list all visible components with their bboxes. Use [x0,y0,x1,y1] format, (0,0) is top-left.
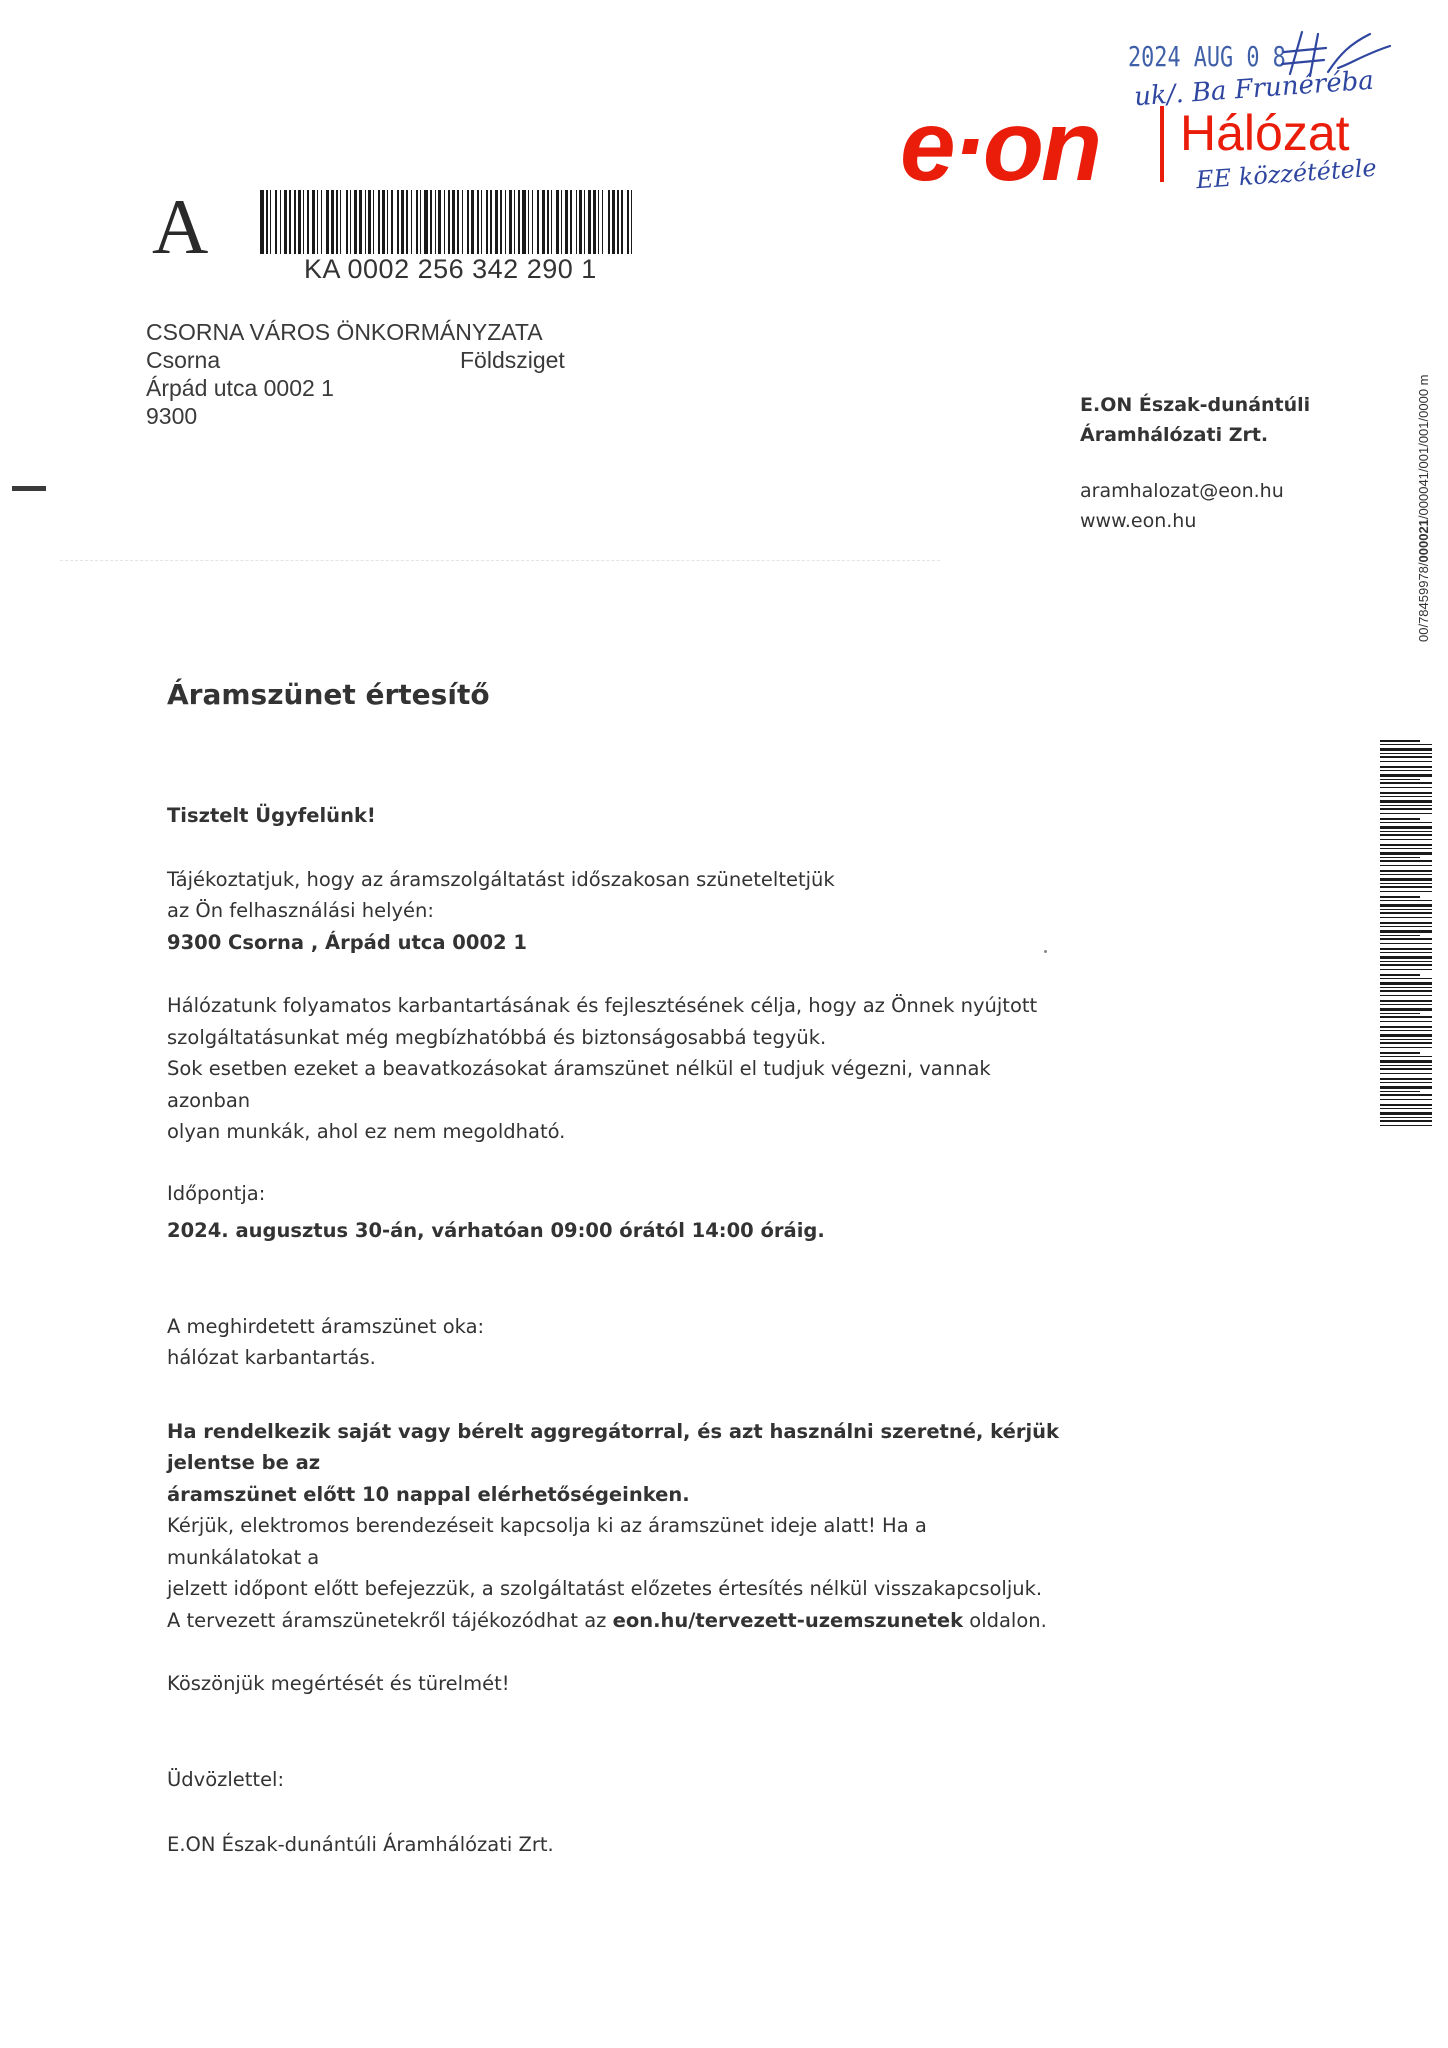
recipient-address [146,318,565,430]
recipient-district: Földsziget [460,347,565,373]
thanks: Köszönjük megértését és türelmét! [167,1672,510,1695]
mail-class-letter: A [152,183,209,270]
salutation: Tisztelt Ügyfelünk! [167,804,376,827]
handwritten-signature [1280,24,1400,94]
sender-company-line2: Áramhálózati Zrt. [1080,424,1269,446]
sender-company [1080,390,1310,450]
eon-logo-wordmark: e·on [900,90,1100,202]
side-barcode [1380,740,1432,1130]
letter-body [167,800,1067,1861]
cause-label: A meghirdetett áramszünet oka: [167,1314,485,1338]
intro-line-2: az Ön felhasználási helyén: [167,899,434,922]
barcode-number: KA 0002 256 342 290 1 [304,254,597,284]
cause-value: hálózat karbantartás. [167,1346,376,1369]
planned-outages-line: A tervezett áramszünetekről tájékozódhat az eon.hu/tervezett-uzemszunetek oldalon. [167,1608,1047,1632]
sender-website: www.eon.hu [1080,510,1197,532]
sender-contact [1080,476,1284,536]
handwritten-note-1: uk/. Ba Frunéréba [1133,65,1375,113]
generator-notice-line-1: Ha rendelkezik saját vagy bérelt aggregátorral, és azt használni szeretné, kérjük jelentse be az [167,1419,1060,1474]
logo-division: Hálózat [1180,105,1350,161]
postal-barcode [260,190,636,254]
outage-time: 2024. augusztus 30-án, várhatóan 09:00 órától 14:00 óráig. [167,1219,825,1242]
reason-line-3: Sok esetben ezeket a beavatkozásokat áramszünet nélkül el tudjuk végezni, vannak azonban [167,1057,991,1112]
time-label: Időpontja: [167,1181,266,1205]
recipient-street: Árpád utca 0002 1 [146,375,334,401]
recipient-postcode: 9300 [146,403,198,429]
devices-line-2: jelzett időpont előtt befejezzük, a szolgáltatást előzetes értesítés nélkül visszakapcsoljuk. [167,1577,1043,1600]
closing: Üdvözlettel: [167,1767,285,1791]
reason-line-1: Hálózatunk folyamatos karbantartásának és fejlesztésének célja, hogy az Önnek nyújtott [167,994,1038,1017]
logo-divider [1160,106,1164,182]
margin-mark [12,486,46,491]
fold-line [60,560,940,561]
document-tracking-code: 00/78459978/000021/000041/001/001/0000 m [1416,374,1431,642]
devices-line-1: Kérjük, elektromos berendezéseit kapcsolja ki az áramszünet ideje alatt! Ha a munkálatokat a [167,1514,927,1569]
reason-line-2: szolgáltatásunkat még megbízhatóbbá és biztonságosabbá tegyük. [167,1025,827,1049]
sender-company-line1: E.ON Észak-dunántúli [1080,394,1311,416]
reason-line-4: olyan munkák, ahol ez nem megoldható. [167,1120,566,1143]
intro-line-1: Tájékoztatjuk, hogy az áramszolgáltatást időszakosan szüneteltetjük [167,867,835,891]
handwritten-note-2: EE közzététele [1195,153,1378,195]
signoff: E.ON Észak-dunántúli Áramhálózati Zrt. [167,1833,554,1856]
supply-location: 9300 Csorna , Árpád utca 0002 1 [167,930,527,954]
recipient-name: CSORNA VÁROS ÖNKORMÁNYZATA [146,319,543,345]
letter-title: Áramszünet értesítő [167,678,490,711]
sender-email: aramhalozat@eon.hu [1080,480,1284,502]
planned-outages-link[interactable]: eon.hu/tervezett-uzemszunetek [612,1608,964,1632]
recipient-city: Csorna [146,347,221,373]
eon-logo [900,90,1100,202]
received-date-stamp: 2024 AUG 0 8 [1128,40,1286,73]
generator-notice-line-2: áramszünet előtt 10 nappal elérhetőségeinken. [167,1482,690,1506]
